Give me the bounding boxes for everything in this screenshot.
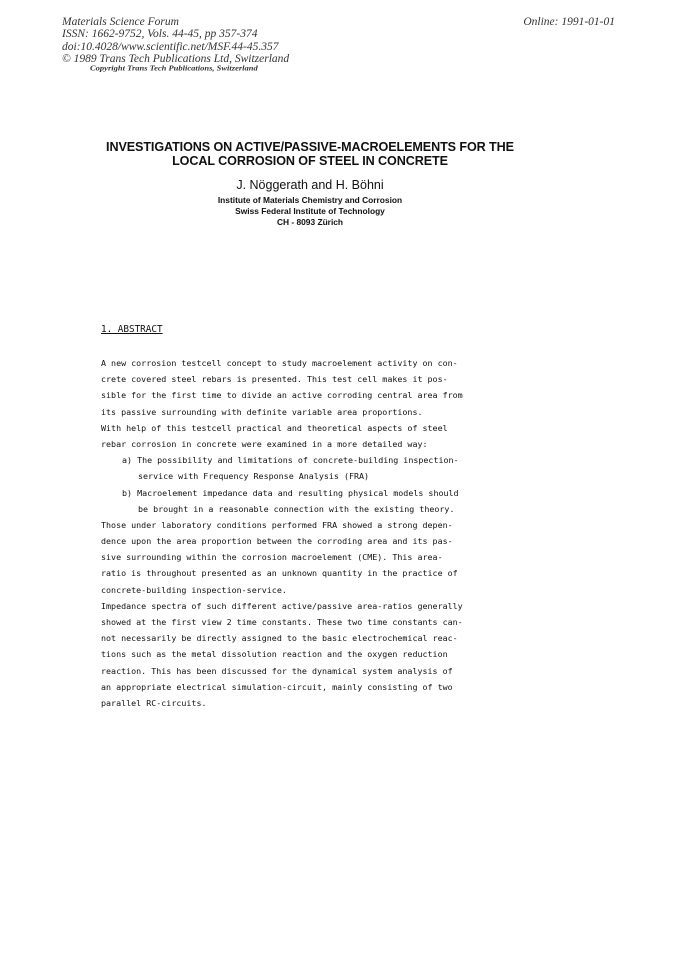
abstract-line: sible for the first time to divide an active corroding central area from xyxy=(101,390,463,401)
copyright-stamp: Copyright Trans Tech Publications, Switzerland xyxy=(90,64,258,72)
abstract-line: Those under laboratory conditions performed FRA showed a strong depen- xyxy=(101,519,453,530)
abstract-line: With help of this testcell practical and theoretical aspects of steel xyxy=(101,422,448,433)
abstract-line: concrete-building inspection-service. xyxy=(101,584,287,595)
affiliation-institute: Institute of Materials Chemistry and Corrosion xyxy=(217,195,403,205)
affiliation-city: CH - 8093 Zürich xyxy=(276,216,344,227)
abstract-line: tions such as the metal dissolution reaction and the oxygen reduction xyxy=(101,649,448,660)
paper-authors: J. Nöggerath and H. Böhni xyxy=(236,178,384,192)
abstract-list-item-continuation: service with Frequency Response Analysis (FRA) xyxy=(138,471,370,482)
abstract-line: parallel RC-circuits. xyxy=(101,697,207,708)
paper-title xyxy=(80,140,540,168)
doi-link[interactable]: doi:10.4028/www.scientific.net/MSF.44-45.357 xyxy=(62,40,279,53)
abstract-line: rebar corrosion in concrete were examined in a more detailed way: xyxy=(101,438,428,449)
abstract-line: crete covered steel rebars is presented. This test cell makes it pos- xyxy=(101,374,448,385)
abstract-line: A new corrosion testcell concept to study macroelement activity on con- xyxy=(101,358,458,368)
abstract-line: Impedance spectra of such different active/passive area-ratios generally xyxy=(101,600,463,611)
journal-name: Materials Science Forum xyxy=(62,16,179,28)
abstract-line: an appropriate electrical simulation-circuit, mainly consisting of two xyxy=(101,681,453,692)
abstract-heading: 1. ABSTRACT xyxy=(101,324,163,335)
publisher-line: © 1989 Trans Tech Publications Ltd, Switzerland xyxy=(62,53,290,66)
abstract-line: dence upon the area proportion between the corroding area and its pas- xyxy=(101,536,453,547)
abstract-line: showed at the first view 2 time constants. These two time constants can- xyxy=(101,617,463,627)
abstract-line: reaction. This has been discussed for the dynamical system analysis of xyxy=(101,665,453,676)
abstract-list-item: a) The possibility and limitations of concrete-building inspection- xyxy=(122,455,459,466)
abstract-line: not necessarily be directly assigned to the basic electrochemical reac- xyxy=(101,633,458,644)
publication-metadata xyxy=(62,16,289,66)
abstract-list-item-continuation: be brought in a reasonable connection with the existing theory. xyxy=(138,503,455,514)
abstract-line: its passive surrounding with definite variable area proportions. xyxy=(101,406,423,417)
affiliation-block xyxy=(120,195,500,227)
abstract-body xyxy=(101,355,501,711)
abstract-list-item: b) Macroelement impedance data and resulting physical models should xyxy=(122,487,459,498)
title-line-1: INVESTIGATIONS ON ACTIVE/PASSIVE-MACROELEMENTS FOR THE xyxy=(106,140,514,154)
title-line-2: LOCAL CORROSION OF STEEL IN CONCRETE xyxy=(172,154,448,168)
abstract-line: sive surrounding within the corrosion macroelement (CME). This area- xyxy=(101,552,443,563)
issn-line: ISSN: 1662-9752, Vols. 44-45, pp 357-374 xyxy=(62,28,258,41)
abstract-line: ratio is throughout presented as an unknown quantity in the practice of xyxy=(101,568,458,579)
affiliation-university: Swiss Federal Institute of Technology xyxy=(235,205,385,216)
online-date: Online: 1991-01-01 xyxy=(523,16,615,28)
